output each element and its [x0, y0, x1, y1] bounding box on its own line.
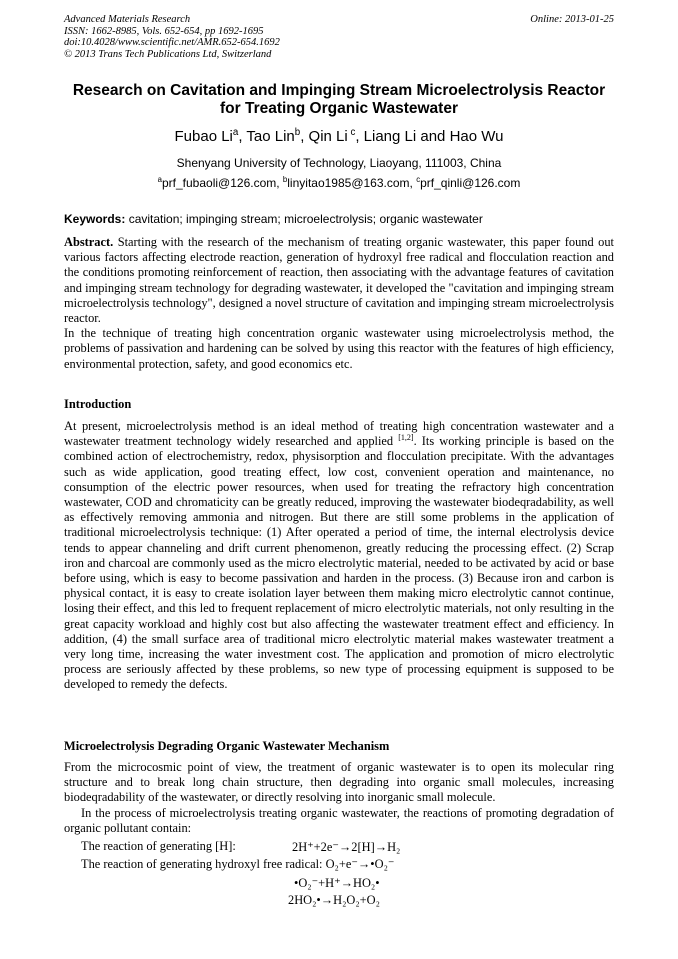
equation-4: 2HO₂•→H₂O₂+O₂ — [288, 893, 380, 907]
abstract-paragraph-1 — [64, 235, 614, 326]
mechanism-body — [64, 760, 614, 836]
email-address[interactable]: prf_qinli@126.com — [420, 176, 521, 190]
keywords-label: Keywords: — [64, 212, 126, 226]
author-separator: , — [300, 128, 309, 145]
email-address[interactable]: prf_fubaoli@126.com, — [162, 176, 283, 190]
author-affil-mark: c — [347, 127, 356, 138]
keywords — [64, 212, 614, 226]
abstract-label: Abstract. — [64, 235, 114, 249]
doi-line: doi:10.4028/www.scientific.net/AMR.652-654.1692 — [64, 37, 280, 49]
title-line-2: for Treating Organic Wastewater — [219, 100, 458, 117]
equation-label-1: The reaction of generating [H]: — [81, 839, 236, 853]
email-address[interactable]: linyitao1985@163.com, — [287, 176, 417, 190]
introduction-heading: Introduction — [64, 397, 132, 411]
intro-text-b: . Its working principle is based on the combined action of electrochemistry, redox, physisorption and flocculation precipitate. With the advantages such as wide application, good treating effect, low cost, convenient operation and maintenance, no consumption of the electric power resources, when used for treating the refractory high concentration wastewater, COD and chromaticity can be greatly reduced, improving the wastewater biodeqradability, as well as effectively removing ammonia and nitrogen. But there are still some problems in the application of traditional microelectrolysis technique: (1) After operated a period of time, the internal electrolysis device tends to appear channeling and drift current phenomenon, greatly reducing the processing effect. (2) Scrap iron and charcoal are commonly used as the micro electrolytic material, needed to be activated by acid or base before using, which is easy to become passivation and harden in the process. (3) Because iron and carbon is physical contact, it is easy to create isolation layer between them making micro electrolytic cannot continue, losing their effect, and this led to frequent replacement of micro electrolytic materials, not only resulting in the great capacity workload and highly cost but also affecting the wastewater treatment effect and efficiency. In addition, (4) the small surface area of traditional micro electrolytic material makes wastewater treatment a very long time, increasing the water investment cost. The application and promotion of micro electrolytic process are seriously affected by these problems, so new type of processing equipment is supposed to be developed to remedy the defects. — [64, 434, 614, 692]
email-mark: c — [416, 175, 421, 184]
mechanism-heading: Microelectrolysis Degrading Organic Wastewater Mechanism — [64, 739, 390, 753]
citation[interactable]: [1,2] — [398, 433, 414, 443]
author-affil-mark: a — [232, 127, 239, 138]
email-mark: a — [157, 175, 162, 184]
author-name: Qin Li — [308, 128, 348, 145]
email-list — [40, 176, 638, 190]
issn-line: ISSN: 1662-8985, Vols. 652-654, pp 1692-1695 — [64, 25, 264, 37]
equation-row-2 — [81, 856, 394, 872]
author-separator: , — [238, 128, 247, 145]
author-list — [40, 128, 638, 145]
equation-label-2: The reaction of generating hydroxyl free radical: — [81, 857, 326, 871]
introduction-body — [64, 419, 614, 693]
introduction-paragraph — [64, 419, 614, 693]
abstract — [64, 235, 614, 372]
online-date: Online: 2013-01-25 — [530, 14, 614, 25]
author-separator: , Liang Li and Hao Wu — [355, 128, 504, 145]
title-line-1: Research on Cavitation and Impinging Stream Microelectrolysis Reactor — [72, 82, 606, 99]
mechanism-paragraph-2: In the process of microelectrolysis treating organic wastewater, the reactions of promoting degradation of organic pollutant contain: — [64, 805, 614, 835]
author-affil-mark: b — [294, 127, 301, 138]
affiliation: Shenyang University of Technology, Liaoyang, 111003, China — [176, 156, 502, 170]
keywords-text: cavitation; impinging stream; microelectrolysis; organic wastewater — [125, 212, 483, 226]
author-name: Fubao Li — [174, 128, 233, 145]
email-mark: b — [282, 175, 288, 184]
mechanism-paragraph-1: From the microcosmic point of view, the treatment of organic wastewater is to open its molecular ring structure and to break long chain structure, then degrading into organic small molecules, increasing biodeqradability of the wastewater, or directly resolving into inorganic small molecule. — [64, 760, 614, 805]
author-name: Tao Lin — [246, 128, 295, 145]
copyright-line: © 2013 Trans Tech Publications Ltd, Switzerland — [64, 48, 272, 60]
equation-3: •O₂⁻+H⁺→HO₂• — [294, 876, 380, 890]
equation-2: O₂+e⁻→•O₂⁻ — [325, 857, 395, 871]
journal-name: Advanced Materials Research — [64, 14, 191, 25]
equation-1: 2H⁺+2e⁻→2[H]→H₂ — [292, 840, 401, 854]
journal-header — [64, 14, 280, 60]
intro-text-a: At present, microelectrolysis method is an ideal method of treating high concentration wastewater and a wastewater treatment technology widely researched and applied — [64, 419, 614, 449]
paper-title — [40, 82, 638, 118]
abstract-text-1: Starting with the research of the mechanism of treating organic wastewater, this paper found out various factors affecting electrode reaction, generation of hydroxyl free radical and flocculation reaction and the conditions promoting reinforcement of reaction, then associating with the advantage features of cavitation and impinging stream technology for degrading wastewater, it developed the "cavitation and impinging stream microelectrolysis technology", designed a novel structure of cavitation and impinging stream microelectrolysis reactor. — [64, 235, 614, 326]
abstract-paragraph-2: In the technique of treating high concentration organic wastewater using microelectrolysis method, the problems of passivation and hardening can be solved by using this reactor with the features of high efficiency, environmental protection, safety, and good economics etc. — [64, 326, 614, 371]
